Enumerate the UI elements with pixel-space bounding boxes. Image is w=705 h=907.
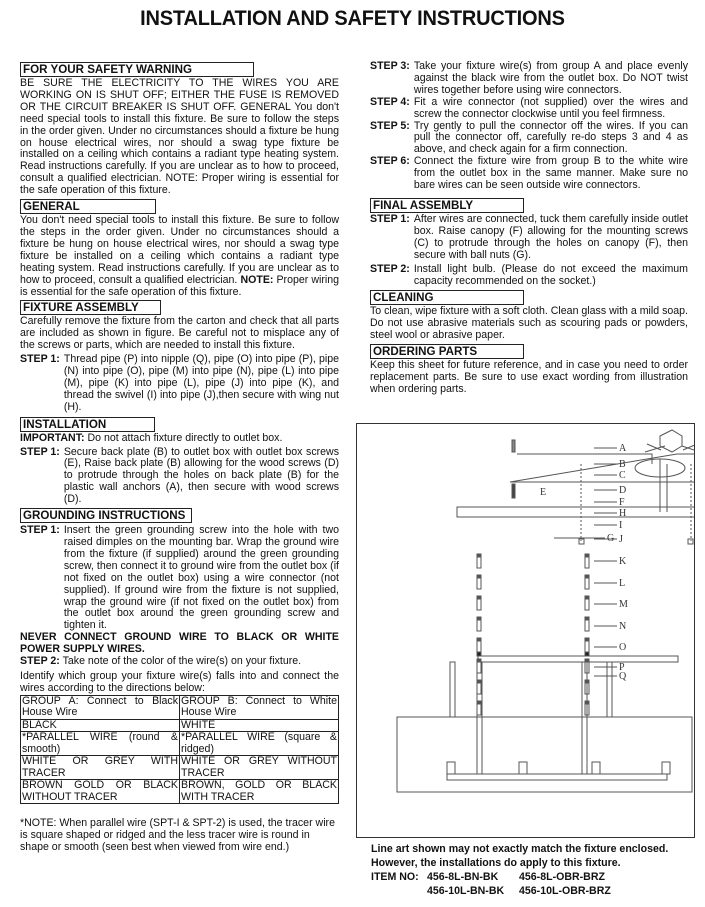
step-text: Try gently to pull the connector off the wires. If you can pull the connector off, carefully re-do steps 3 and 4 as above, and check again for a firm connection. — [413, 119, 688, 156]
part-label-f: F — [619, 497, 625, 508]
cleaning-body: To clean, wipe fixture with a soft cloth. Clean glass with a mild soap. Do not use abrasive materials such as scouring pads or powders, steel wool or abrasive paper. — [370, 305, 688, 342]
table-row — [21, 756, 339, 780]
part-label-c: C — [619, 470, 626, 481]
parallel-wire-footnote: *NOTE: When parallel wire (SPT-I & SPT-2) is used, the tracer wire is square shaped or ridged and the less tracer wire is round in shape or smooth (seen best when viewed from wire end.) — [20, 817, 335, 854]
item-number: 456-10L-BN-BK — [427, 885, 505, 897]
canopy-shape — [457, 507, 694, 517]
socket-3 — [592, 762, 600, 774]
wood-screw-left — [512, 484, 515, 498]
socket-1 — [447, 762, 455, 774]
fixture-frame — [397, 717, 692, 792]
wiring-step-6 — [370, 156, 688, 192]
table-cell: WHITE OR GREY WITHOUT TRACER — [181, 755, 337, 779]
pipe-thread — [585, 617, 589, 620]
identify-text: Identify which group your fixture wire(s) falls into and connect the wires according to the directions below: — [20, 669, 339, 694]
wiring-step-5 — [370, 121, 688, 157]
step-label: STEP 1: — [370, 212, 410, 225]
safety-warning-body: BE SURE THE ELECTRICITY TO THE WIRES YOU ARE WORKING ON IS SHUT OFF; EITHER THE FUSE IS REMOVED OR THE CIRCUIT BREAKER IS SHUT OFF. GENERAL You don't need special tools to install this fixture. Be sure to follow the steps in the order given. Under no circumstances should a fixture be hung on house electrical wires, nor should a swag type fixture be installed on a ceiling which contains a radiant type heating system. Read instructions carefully. If you are unclear as to how to proceed, consult a qualified electrician. NOTE: Proper wiring is essential for the safe operation of this fixture. — [20, 77, 339, 197]
part-label-e: E — [540, 487, 547, 498]
table-header-cell: GROUP B: Connect to White House Wire — [181, 694, 337, 719]
line-art-disclaimer: Line art shown may not exactly match the fixture enclosed. — [371, 843, 669, 855]
step-text: Take your fixture wire(s) from group A and place evenly against the black wire from the outlet box. Do NOT twist wires together before using wire connectors. — [413, 60, 688, 96]
step-label: STEP 2: — [20, 655, 60, 668]
general-text: You don't need special tools to install this fixture. Be sure to follow the steps in the order given. Under no circumstances should a fixture be hung on house electrical wires, nor should a swag type fixture be installed on a ceiling which contains a radiant type heating system. Read instructions carefully. If you are unclear as to how to proceed, consult a qualified electrician. — [20, 214, 339, 286]
important-text: Do not attach fixture directly to outlet box. — [84, 431, 283, 444]
ball-nut-left — [579, 539, 584, 544]
important-label: IMPORTANT: — [20, 431, 85, 444]
pipe-thread — [477, 617, 481, 620]
exploded-view-illustration — [357, 424, 694, 837]
fixture-assembly-heading: FIXTURE ASSEMBLY — [20, 300, 161, 315]
installation-important — [20, 433, 339, 445]
item-number: 456-10L-OBR-BRZ — [519, 885, 611, 897]
pipe-thread — [477, 575, 481, 578]
pipe-thread — [585, 596, 589, 599]
table-cell: *PARALLEL WIRE (round & smooth) — [22, 731, 178, 755]
frame-rod-4 — [607, 662, 612, 717]
step-text: After wires are connected, tuck them carefully inside outlet box. Raise canopy (F) allowing for the mounting screws (C) to protrude through the holes on canopy (F), then secure with ball nuts (G). — [413, 212, 688, 261]
table-cell: WHITE — [180, 719, 339, 732]
right-column — [370, 61, 688, 396]
step-text: Insert the green grounding screw into the hole with two raised dimples on the mounting bar. Wrap the ground wire from the fixture (if supplied) around the green grounding screw, then connect it to ground wire from the outlet box (if not fixed on the outlet box) using a wire connector (not supplied). If ground wire from the fixture is not supplied, wrap the ground wire (if not fixed on the outlet box) from the outlet box around the green grounding screw and tighten it. — [63, 524, 339, 632]
part-label-k: K — [619, 556, 627, 567]
final-assembly-heading: FINAL ASSEMBLY — [370, 198, 524, 213]
installation-step-1 — [20, 447, 339, 507]
grounding-heading: GROUNDING INSTRUCTIONS — [20, 508, 192, 523]
part-label-g: G — [607, 533, 615, 544]
nipple — [477, 652, 481, 656]
step-text: Secure back plate (B) to outlet box with outlet box screws (E), Raise back plate (B) allowing for the wood screws (D) to protrude through the holes on back plate (B) for the plastic wall anchors (A), then secure with wood screws (D). — [63, 445, 339, 506]
table-row — [21, 732, 339, 756]
footer-notes — [371, 842, 691, 898]
socket-4 — [662, 762, 670, 774]
part-label-l: L — [619, 578, 626, 589]
part-label-q: Q — [619, 671, 627, 682]
fixture-assembly-step-1 — [20, 354, 339, 414]
general-body — [20, 215, 339, 298]
fixture-wires — [660, 459, 667, 512]
wall-anchor-left — [512, 440, 515, 452]
item-spacer — [371, 884, 427, 898]
frame-rod-1 — [450, 662, 455, 717]
step-label: STEP 1: — [20, 524, 60, 537]
table-row — [21, 719, 339, 732]
ordering-parts-heading: ORDERING PARTS — [370, 344, 524, 359]
step-label: STEP 2: — [370, 262, 410, 275]
item-numbers — [371, 870, 691, 898]
pipe-stack — [477, 554, 589, 715]
pipe-thread — [477, 701, 481, 704]
part-labels — [540, 443, 628, 682]
part-label-n: N — [619, 621, 627, 632]
step-label: STEP 4: — [370, 95, 410, 108]
final-step-2 — [370, 264, 688, 288]
general-note-text: Proper wiring is essential for the safe operation of this fixture. — [20, 273, 339, 298]
step-label: STEP 6: — [370, 155, 410, 168]
lower-canopy — [478, 656, 678, 662]
table-row — [21, 780, 339, 804]
table-cell: WHITE OR GREY WITH TRACER — [22, 755, 178, 779]
frame-rod-2 — [477, 662, 482, 774]
table-cell: BLACK — [21, 719, 180, 732]
pipe-thread — [585, 638, 589, 641]
grounding-step-1 — [20, 525, 339, 632]
wiring-step-4 — [370, 97, 688, 121]
ordering-parts-body: Keep this sheet for future reference, and in case you need to order replacement parts. Be sure to use exact wording from illustration when ordering parts. — [370, 359, 688, 395]
table-cell: *PARALLEL WIRE (square & ridged) — [181, 731, 337, 755]
installation-heading: INSTALLATION — [20, 417, 155, 432]
pipe-thread — [477, 638, 481, 641]
item-no-label: ITEM NO: — [371, 871, 419, 883]
step-text: Take note of the color of the wire(s) on your fixture. — [59, 655, 302, 668]
part-label-b: B — [619, 459, 626, 470]
step-text: Install light bulb. (Please do not exceed the maximum capacity recommended on the socket.) — [413, 262, 688, 287]
outlet-box-shape — [660, 430, 682, 452]
fixture-assembly-body: Carefully remove the fixture from the carton and check that all parts are included as shown in figure. Be careful not to misplace any of the screws or parts, which are needed to install this fixture. — [20, 315, 339, 352]
step-label: STEP 3: — [370, 60, 410, 72]
table-cell: BROWN GOLD OR BLACK WITHOUT TRACER — [22, 779, 178, 803]
part-label-o: O — [619, 642, 627, 653]
pipe-thread — [477, 680, 481, 683]
final-step-1 — [370, 214, 688, 262]
step-label: STEP 5: — [370, 119, 410, 132]
installation-applies-note: However, the installations do apply to this fixture. — [371, 857, 621, 869]
fixture-diagram — [356, 423, 695, 838]
step-text: Connect the fixture wire from group B to the white wire from the outlet box in the same manner. Make sure no bare wires can be seen outside wire connectors. — [413, 155, 688, 192]
pipe-thread — [477, 554, 481, 557]
left-column — [20, 61, 339, 854]
step-label: STEP 1: — [20, 445, 60, 458]
socket-2 — [519, 762, 527, 774]
step-label: STEP 1: — [20, 353, 60, 366]
socket-bar — [447, 774, 667, 780]
pipe-thread — [585, 575, 589, 578]
table-header-row — [21, 695, 339, 719]
grounding-warning: NEVER CONNECT GROUND WIRE TO BLACK OR WHITE POWER SUPPLY WIRES. — [20, 631, 339, 656]
pipe-thread — [585, 554, 589, 557]
step-text: Thread pipe (P) into nipple (Q), pipe (O) into pipe (P), pipe (N) into pipe (O), pipe (M) into pipe (N), pipe (L) into pipe (M), pipe (K) into pipe (L), pipe (J) into pipe (K), and thread the swivel (I) into pipe (J),then secure with wing nut (H). — [63, 353, 339, 413]
frame-rod-3 — [582, 662, 587, 774]
part-label-d: D — [619, 485, 627, 496]
wire-group-table — [20, 695, 339, 805]
page-title: INSTALLATION AND SAFETY INSTRUCTIONS — [140, 6, 565, 30]
cleaning-heading: CLEANING — [370, 290, 524, 305]
part-label-m: M — [619, 599, 628, 610]
grounding-step-2 — [20, 656, 339, 668]
part-label-i: I — [619, 520, 623, 531]
item-number: 456-8L-OBR-BRZ — [519, 871, 605, 883]
general-heading: GENERAL — [20, 199, 156, 214]
part-label-p: P — [619, 662, 625, 673]
general-note-label: NOTE: — [240, 273, 274, 286]
table-cell: BROWN, GOLD OR BLACK WITH TRACER — [181, 779, 337, 803]
item-number: 456-8L-BN-BK — [427, 871, 499, 883]
part-label-a: A — [619, 443, 627, 454]
wiring-step-3 — [370, 61, 688, 97]
nipple — [585, 652, 589, 656]
part-label-h: H — [619, 508, 627, 519]
ball-nut-right — [688, 539, 693, 544]
part-label-j: J — [619, 534, 623, 545]
safety-warning-heading: FOR YOUR SAFETY WARNING — [20, 62, 254, 77]
step-text: Fit a wire connector (not supplied) over the wires and screw the connector clockwise until you feel firmness. — [413, 95, 688, 120]
pipe-thread — [477, 596, 481, 599]
table-header-cell: GROUP A: Connect to Black House Wire — [22, 694, 178, 719]
back-plate-shape — [510, 454, 694, 482]
